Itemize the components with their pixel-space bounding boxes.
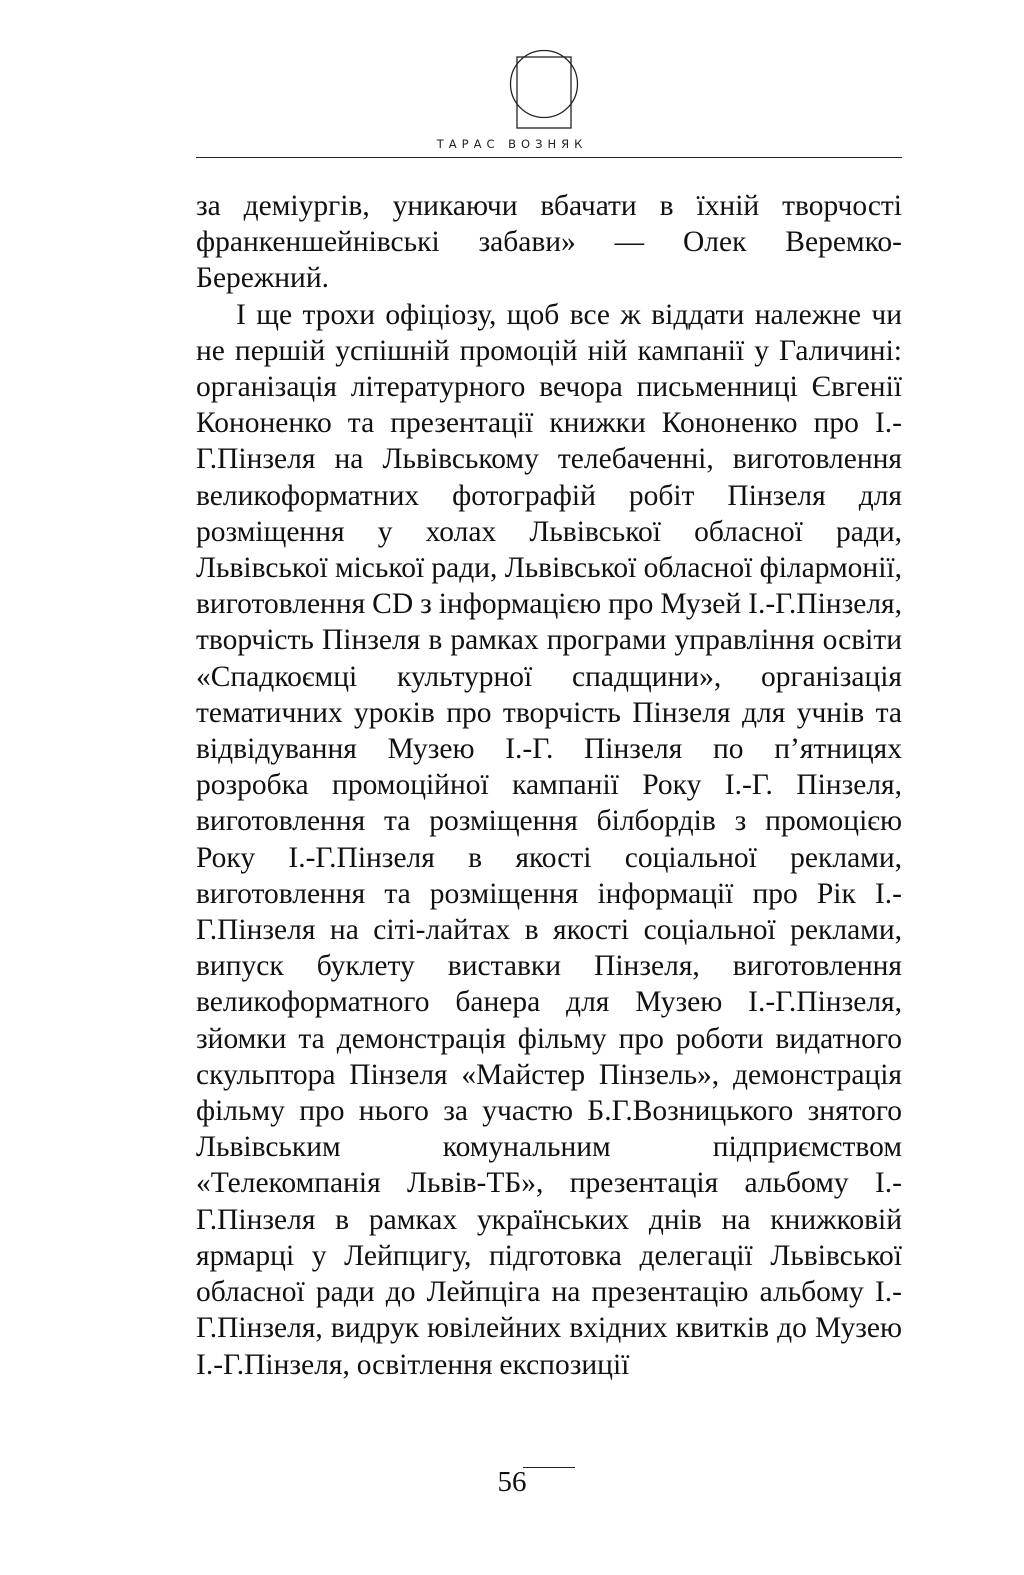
circle-square-emblem-icon [507,45,581,129]
body-paragraph-1: за деміургів, уникаючи вбачати в їхній творчості франкеншейнівські забави» — Олек Веремко-Бережний. [196,190,902,295]
page-number: 56 [497,1466,527,1498]
body-text [196,188,902,1383]
header-rule [196,157,902,158]
running-header-author: ТАРАС ВОЗНЯК [436,137,588,151]
body-paragraph-2: І ще трохи офіціозу, щоб все ж віддати належне чи не першій успішній промоцій ній кампанії у Галичині: організація літературного вечора письменниці Євгенії Кононенко та презентації книжки Кононенко про І.-Г.Пінзеля на Львівському телебаченні, виготовлення великоформатних фотографій робіт Пінзеля для розміщення у холах Львівської обласної ради, Львівської міської ради, Львівської обласної філармонії, виготовлення CD з інформацією про Музей І.-Г.Пінзеля, творчість Пінзеля в рамках програми управління освіти «Спадкоємці культурної спадщини», організація тематичних уроків про творчість Пінзеля для учнів та відвідування Музею І.-Г. Пінзеля по п’ятницях розробка промоційної кампанії Року І.-Г. Пінзеля, виготовлення та розміщення білбордів з промоцією Року І.-Г.Пінзеля в якості соціальної реклами, виготовлення та розміщення інформації про Рік І.-Г.Пінзеля на сіті-лайтах в якості соціальної реклами, випуск буклету виставки Пінзеля, виготовлення великоформатного банера для Музею І.-Г.Пінзеля, зйомки та демонстрація фільму про роботи видатного скульптора Пінзеля «Майстер Пінзель», демонстрація фільму про нього за участю Б.Г.Возницького знятого Львівським комунальним підприємством «Телекомпанія Львів-ТБ», презентація альбому І.-Г.Пінзеля в рамках українських днів на книжковій ярмарці у Лейпцигу, підготовка делегації Львівської обласної ради до Лейпціга на презентацію альбому І.-Г.Пінзеля, видрук ювілейних вхідних квитків до Музею І.-Г.Пінзеля, освітлення експозиції [196,298,902,1381]
